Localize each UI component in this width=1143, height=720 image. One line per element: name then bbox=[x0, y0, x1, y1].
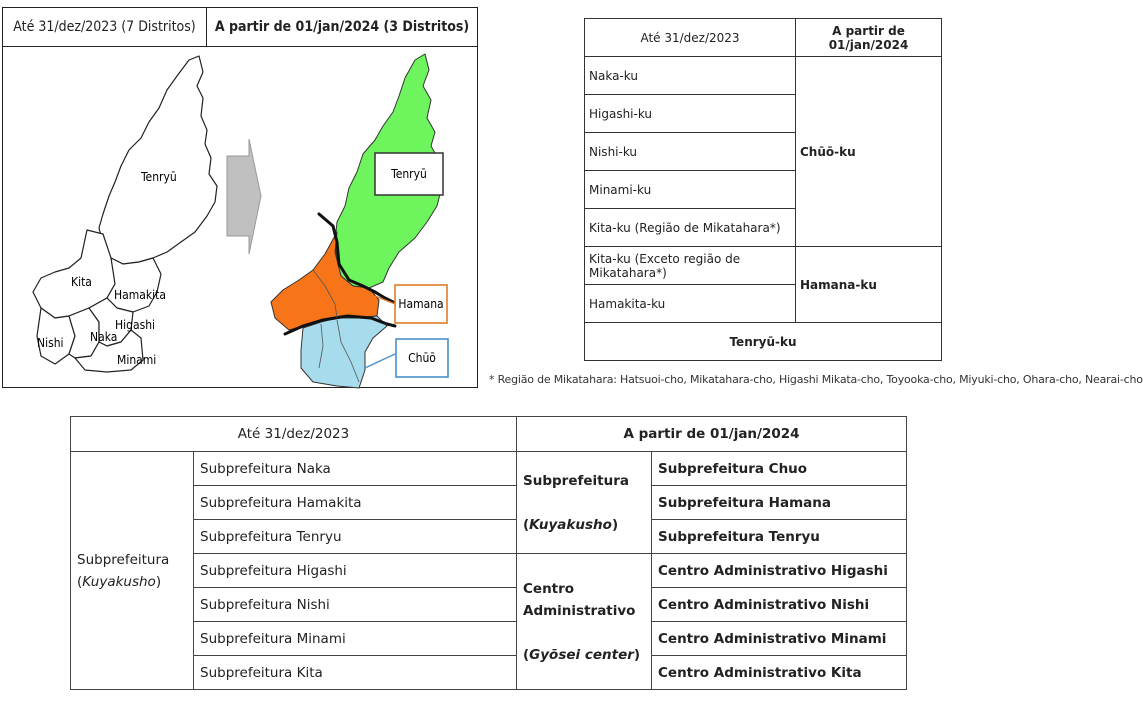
new-office: Subprefeitura Tenryu bbox=[652, 520, 907, 554]
bottom-header-old: Até 31/dez/2023 bbox=[71, 417, 517, 452]
old-label-kita: Kita bbox=[71, 275, 92, 289]
bottom-left-group: Subprefeitura (Kuyakusho) bbox=[71, 452, 194, 690]
mid-header-old: Até 31/dez/2023 bbox=[585, 19, 796, 57]
group2-label-b: Administrativo bbox=[523, 602, 636, 619]
group2-label-a: Centro bbox=[523, 580, 575, 597]
office-mapping-table bbox=[70, 416, 907, 690]
old-label-naka: Naka bbox=[90, 330, 118, 344]
old-office: Subprefeitura Nishi bbox=[194, 588, 517, 622]
mid-row-old: Minami-ku bbox=[585, 171, 796, 209]
mid-row-old: Nishi-ku bbox=[585, 133, 796, 171]
mid-row-old: Hamakita-ku bbox=[585, 285, 796, 323]
mid-row-old: Naka-ku bbox=[585, 57, 796, 95]
old-office: Subprefeitura Minami bbox=[194, 622, 517, 656]
new-office: Centro Administrativo Nishi bbox=[652, 588, 907, 622]
new-office: Centro Administrativo Higashi bbox=[652, 554, 907, 588]
mid-group-chuo: Chūō-ku bbox=[796, 57, 942, 247]
new-office: Centro Administrativo Kita bbox=[652, 656, 907, 690]
new-group-centro: Centro Administrativo (Gyōsei center) bbox=[517, 554, 652, 690]
old-hamakita-region bbox=[107, 258, 161, 312]
old-office: Subprefeitura Kita bbox=[194, 656, 517, 690]
old-office: Subprefeitura Higashi bbox=[194, 554, 517, 588]
left-group-label: Subprefeitura bbox=[77, 551, 170, 568]
mid-header-new: A partir de 01/jan/2024 bbox=[796, 19, 942, 57]
group1-italic: Kuyakusho bbox=[529, 516, 612, 533]
mid-row-old: Kita-ku (Exceto região de Mikatahara*) bbox=[585, 247, 796, 285]
group2-italic: Gyōsei center bbox=[529, 646, 634, 663]
mid-group-hamana: Hamana-ku bbox=[796, 247, 942, 323]
transition-arrow-icon bbox=[227, 139, 261, 254]
old-label-tenryu: Tenryū bbox=[141, 170, 177, 184]
new-label-tenryu: Tenryū bbox=[391, 167, 427, 181]
map-header-old: Até 31/dez/2023 (7 Distritos) bbox=[3, 8, 207, 46]
old-label-nishi: Nishi bbox=[37, 336, 64, 350]
district-mapping-table bbox=[584, 18, 942, 361]
old-label-higashi: Higashi bbox=[115, 318, 156, 332]
old-label-minami: Minami bbox=[117, 353, 157, 367]
district-map-panel bbox=[2, 7, 478, 388]
mikatahara-footnote: * Região de Mikatahara: Hatsuoi-cho, Mikatahara-cho, Higashi Mikata-cho, Toyooka-cho, Miyuki-cho, Ohara-cho, Nearai-cho bbox=[489, 373, 1143, 386]
old-office: Subprefeitura Hamakita bbox=[194, 486, 517, 520]
new-office: Subprefeitura Chuo bbox=[652, 452, 907, 486]
old-office: Subprefeitura Naka bbox=[194, 452, 517, 486]
district-map bbox=[3, 46, 476, 386]
map-header-new: A partir de 01/jan/2024 (3 Distritos) bbox=[214, 19, 470, 35]
new-group-subprefeitura: Subprefeitura (Kuyakusho) bbox=[517, 452, 652, 554]
new-office: Subprefeitura Hamana bbox=[652, 486, 907, 520]
old-tenryu-region bbox=[99, 56, 217, 264]
new-chuo-region bbox=[301, 316, 387, 388]
new-label-chuo: Chūō bbox=[408, 351, 436, 365]
mid-row-old: Kita-ku (Região de Mikatahara*) bbox=[585, 209, 796, 247]
new-district-map bbox=[271, 54, 444, 388]
left-group-italic: Kuyakusho bbox=[82, 573, 156, 590]
old-office: Subprefeitura Tenryu bbox=[194, 520, 517, 554]
new-office: Centro Administrativo Minami bbox=[652, 622, 907, 656]
mid-row-tenryu: Tenryū-ku bbox=[585, 323, 942, 361]
new-label-hamana: Hamana bbox=[398, 297, 444, 311]
bottom-header-new: A partir de 01/jan/2024 bbox=[517, 417, 907, 452]
mid-row-old: Higashi-ku bbox=[585, 95, 796, 133]
group1-label: Subprefeitura bbox=[523, 472, 629, 489]
old-label-hamakita: Hamakita bbox=[114, 288, 166, 302]
map-header bbox=[3, 8, 477, 47]
